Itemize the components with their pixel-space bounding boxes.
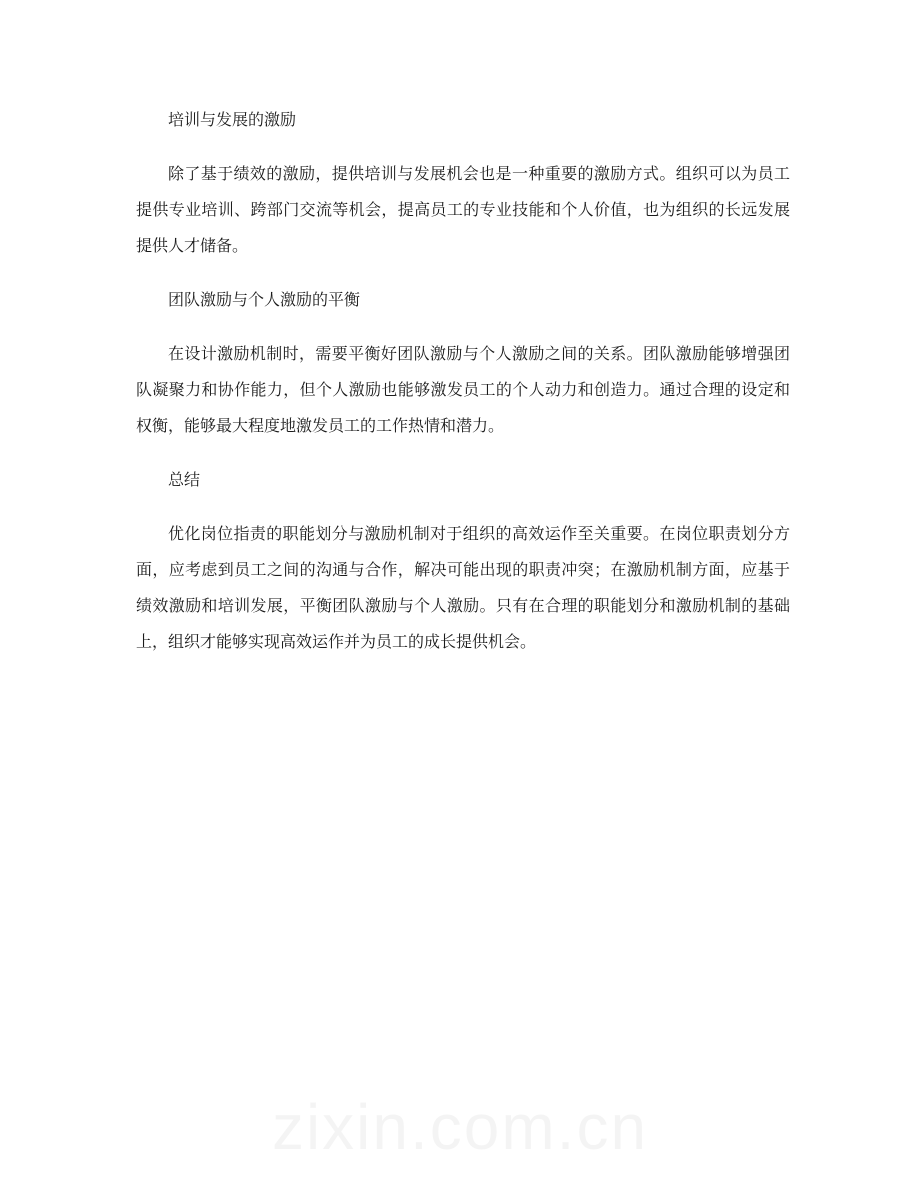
section-heading-team-balance: 团队激励与个人激励的平衡 [168,290,361,309]
document-body [136,104,790,660]
section-heading-training: 培训与发展的激励 [168,110,297,129]
watermark [0,1090,920,1164]
section-paragraph-team-balance: 在设计激励机制时，需要平衡好团队激励与个人激励之间的关系。团队激励能够增强团队凝聚力和协作能力，但个人激励也能够激发员工的个人动力和创造力。通过合理的设定和权衡，能够最大程度地激发员工的工作热情和潜力。 [136,344,790,435]
section-paragraph-training: 除了基于绩效的激励，提供培训与发展机会也是一种重要的激励方式。组织可以为员工提供专业培训、跨部门交流等机会，提高员工的专业技能和个人价值，也为组织的长远发展提供人才储备。 [136,164,790,255]
section-paragraph-summary: 优化岗位指责的职能划分与激励机制对于组织的高效运作至关重要。在岗位职责划分方面，应考虑到员工之间的沟通与合作，解决可能出现的职责冲突；在激励机制方面，应基于绩效激励和培训发展，平衡团队激励与个人激励。只有在合理的职能划分和激励机制的基础上，组织才能够实现高效运作并为员工的成长提供机会。 [136,524,790,651]
section-heading-summary: 总结 [168,470,201,489]
